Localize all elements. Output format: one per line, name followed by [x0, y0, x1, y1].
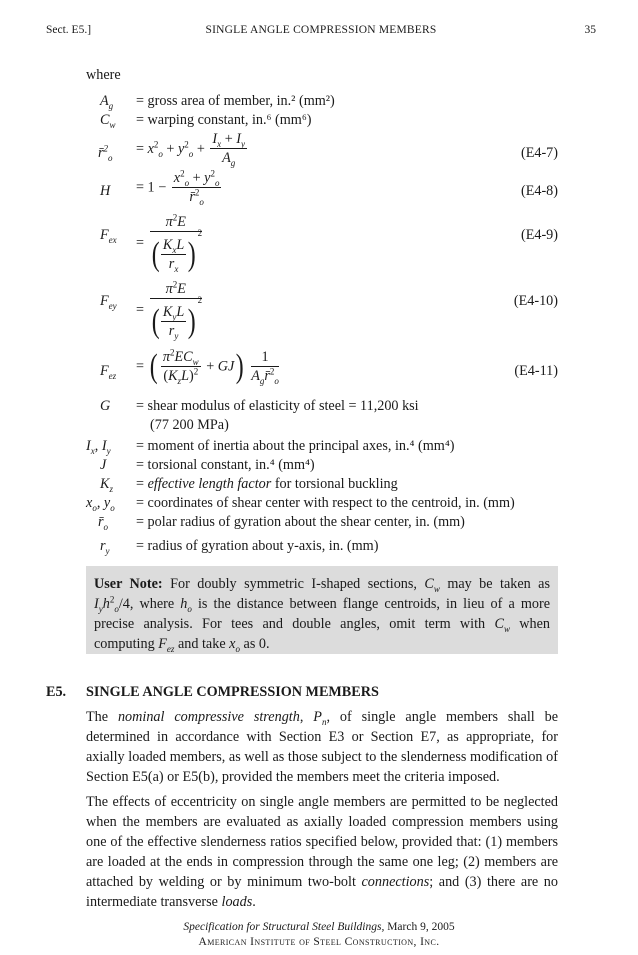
def-kz: = effective length factor for torsional buckling — [136, 476, 398, 492]
def-ix-iy: = moment of inertia about the principal axes, in.⁴ (mm⁴) — [136, 438, 455, 454]
def-j: = torsional constant, in.⁴ (mm⁴) — [136, 457, 315, 473]
symbol-fey: $F_{ey}$ — [100, 293, 117, 311]
footer-spec: Specification for Structural Steel Buildings, March 9, 2005 — [183, 921, 455, 933]
def-ag: = gross area of member, in.² (mm²) — [136, 93, 335, 109]
equation-e4-8: = 1 − $\frac{x^2_o + y^2_o}{r̄^2_o}$ — [136, 168, 220, 207]
eq-number-e4-11: (E4-11) — [514, 363, 558, 379]
footer-publisher: American Institute of Steel Construction, Inc. — [198, 936, 440, 948]
section-number: E5. — [46, 684, 67, 700]
symbol-ag: $A_g$ — [100, 93, 114, 111]
user-note-text: User Note: For doubly symmetric I-shaped sections, $C_w$ may be taken as $I_yh^2_o/4$, where $h_o$ is the distance between flange centroids, in lieu of a more precise analysis. For tees and double angles, omit term with $C_w$ when computing $F_{ez}$ and take $x_o$ as 0. — [94, 576, 550, 654]
paragraph-nominal-strength: The nominal compressive strength, $P_n$, of single angle members shall be determined in accordance with Section E3 or Section E7, as appropriate, for axially loaded members, as well as those subject to the slenderness modification of Section E5(a) or E5(b), provided the members meet the criteria imposed. — [86, 709, 558, 785]
symbol-cw: $C_w$ — [100, 112, 116, 130]
def-g: = shear modulus of elasticity of steel = 11,200 ksi — [136, 398, 419, 414]
paragraph-eccentricity: The effects of eccentricity on single angle members are permitted to be neglected when the members are evaluated as axially loaded compression members using one of the effective slenderness ratios specified below, provided that: (1) members are loaded at the ends in compression through the same one leg; (2) members are attached by welding or by minimum two-bolt connections; and (3) there are no intermediate transverse loads. — [86, 794, 558, 910]
eq-number-e4-10: (E4-10) — [513, 293, 558, 309]
def-cw: = warping constant, in.⁶ (mm⁶) — [136, 112, 312, 128]
symbol-fex: $F_{ex}$ — [100, 227, 117, 245]
eq-number-e4-9: (E4-9) — [520, 227, 558, 243]
section-title: SINGLE ANGLE COMPRESSION MEMBERS — [86, 684, 379, 700]
symbol-kz: $K_z$ — [100, 476, 113, 494]
def-g-metric: (77 200 MPa) — [150, 417, 229, 433]
equation-e4-9: = $\pi^2E$ ( $\frac{K_xL}{r_x}$ )$^2$ — [136, 212, 203, 275]
running-header — [46, 24, 596, 40]
def-ro: = polar radius of gyration about the shear center, in. (mm) — [136, 514, 465, 530]
equation-e4-11: = ( $\frac{\pi^2EC_w}{(K_zL)^2}$ + GJ) $\frac{1}{A_gr̄^2_o}$ — [136, 347, 279, 386]
page-number: 35 — [584, 24, 596, 36]
symbol-ix-iy: $I_x$, $I_y$ — [86, 438, 111, 456]
symbol-ro-squared: r̄$^2_o$ — [98, 143, 113, 163]
symbol-g: G — [100, 398, 111, 414]
symbol-j: J — [100, 457, 107, 473]
where-label: where — [86, 67, 121, 83]
symbol-ro: $r̄_o$ — [98, 514, 109, 532]
symbol-ry: $r_y$ — [100, 538, 110, 556]
equation-e4-7: = $x^2_o + y^2_o$ + $\frac{I_x + I_y}{A_g}$ — [136, 131, 245, 168]
symbol-xo-yo: $x_o$, $y_o$ — [86, 495, 115, 513]
symbol-h: H — [100, 183, 111, 199]
eq-number-e4-7: (E4-7) — [520, 145, 558, 161]
user-note-box — [86, 566, 558, 654]
header-section: Sect. E5.] — [46, 24, 92, 36]
def-ry: = radius of gyration about y-axis, in. (mm) — [136, 538, 379, 554]
symbol-fez: $F_{ez}$ — [100, 363, 117, 381]
def-xo-yo: = coordinates of shear center with respect to the centroid, in. (mm) — [136, 495, 515, 511]
eq-number-e4-8: (E4-8) — [520, 183, 558, 199]
equation-e4-10: = $\pi^2E$ ( $\frac{K_yL}{r_y}$ )$^2$ — [136, 279, 203, 342]
header-title: SINGLE ANGLE COMPRESSION MEMBERS — [205, 24, 437, 36]
